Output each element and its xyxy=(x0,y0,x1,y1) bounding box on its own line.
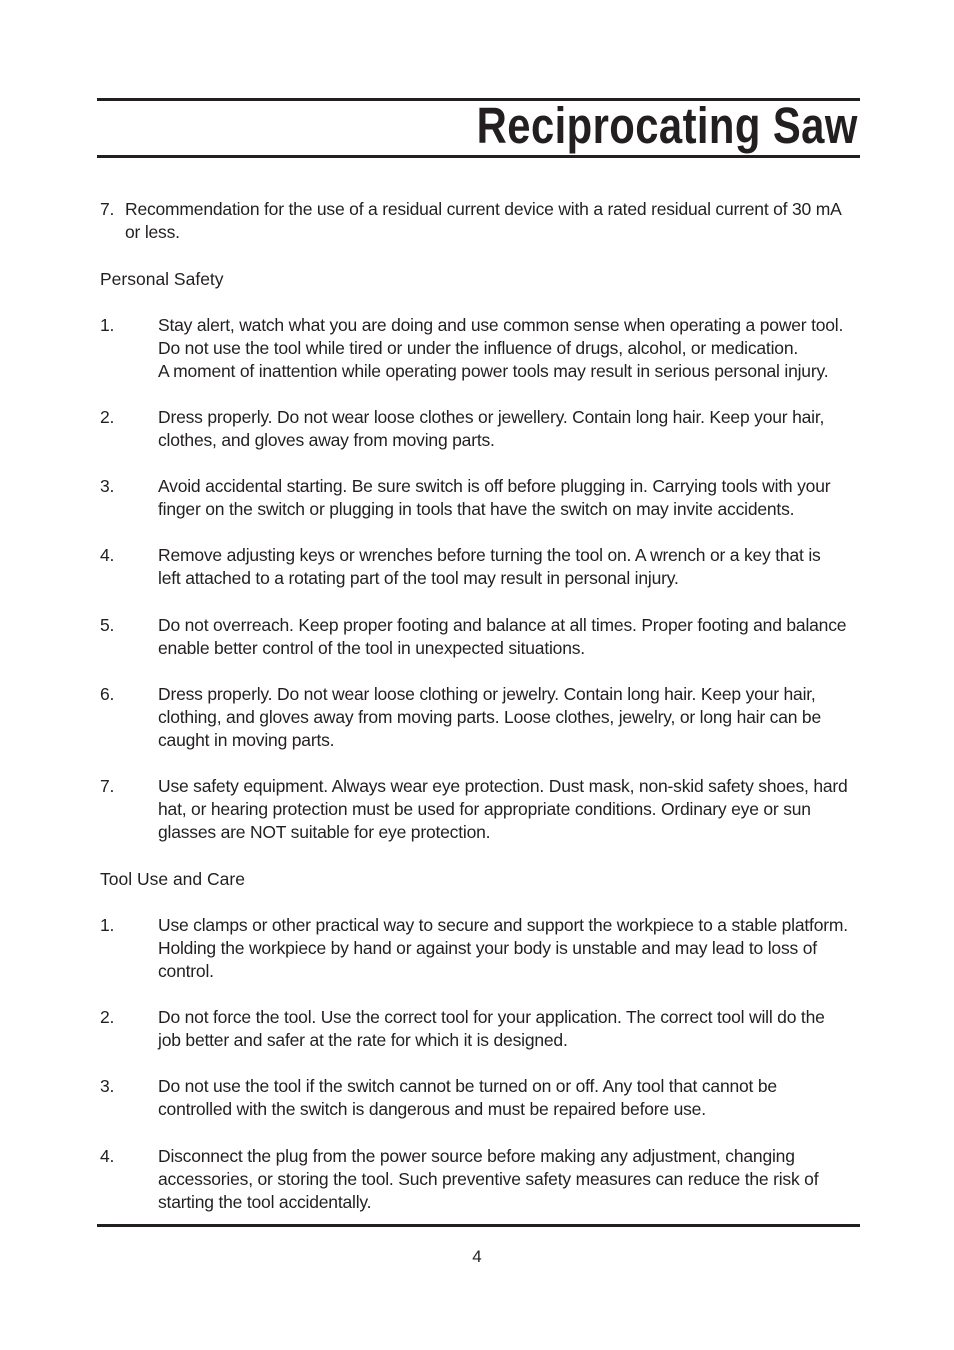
intro-item xyxy=(100,198,880,244)
list-item-text: Use safety equipment. Always wear eye protection. Dust mask, non-skid safety shoes, hard hat, or hearing protection must be used for appropriate conditions. Ordinary eye or sun glasses are NOT suitable for eye protection. xyxy=(158,776,848,842)
header-rule-bottom xyxy=(97,155,860,158)
list-item-text: Dress properly. Do not wear loose clothing or jewelry. Contain long hair. Keep your hair, clothing, and gloves away from moving parts. Loose clothes, jewelry, or long hair can be caught in moving parts. xyxy=(158,684,821,750)
footer-rule xyxy=(97,1224,860,1227)
list-item-number: 2. xyxy=(100,1007,115,1027)
list-item-number: 3. xyxy=(100,476,115,496)
section-heading-tool-use-and-care: Tool Use and Care xyxy=(100,869,245,889)
page-title: Reciprocating Saw xyxy=(476,97,858,154)
intro-item-number: 7. xyxy=(100,199,115,219)
list-item-text: Avoid accidental starting. Be sure switch is off before plugging in. Carrying tools with your finger on the switch or plugging in tools that have the switch on may invite accidents. xyxy=(158,476,831,519)
list-item-number: 4. xyxy=(100,1146,115,1166)
list-item-number: 7. xyxy=(100,776,115,796)
list-item-number: 3. xyxy=(100,1076,115,1096)
list-item-text: Do not overreach. Keep proper footing and balance at all times. Proper footing and balance enable better control of the tool in unexpected situations. xyxy=(158,615,847,658)
list-item-number: 4. xyxy=(100,545,115,565)
section-heading-personal-safety: Personal Safety xyxy=(100,269,224,289)
list-item-number: 1. xyxy=(100,315,115,335)
list-item-text: Remove adjusting keys or wrenches before turning the tool on. A wrench or a key that is left attached to a rotating part of the tool may result in personal injury. xyxy=(158,545,821,588)
list-item-text: Use clamps or other practical way to secure and support the workpiece to a stable platform. Holding the workpiece by hand or against your body is unstable and may lead to loss of control. xyxy=(158,915,848,981)
list-item-number: 5. xyxy=(100,615,115,635)
list-item-text: Do not use the tool if the switch cannot be turned on or off. Any tool that cannot be controlled with the switch is dangerous and must be repaired before use. xyxy=(158,1076,777,1119)
page-number: 4 xyxy=(472,1247,482,1266)
list-item-text: Stay alert, watch what you are doing and use common sense when operating a power tool. Do not use the tool while tired or under the influence of drugs, alcohol, or medication. A moment of inattention while operating power tools may result in serious personal injury. xyxy=(158,315,844,381)
list-item-text: Disconnect the plug from the power source before making any adjustment, changing accessories, or storing the tool. Such preventive safety measures can reduce the risk of starting the tool accidentally. xyxy=(158,1146,819,1212)
list-item-text: Do not force the tool. Use the correct tool for your application. The correct tool will do the job better and safer at the rate for which it is designed. xyxy=(158,1007,825,1050)
list-item-number: 6. xyxy=(100,684,115,704)
intro-item-text: Recommendation for the use of a residual current device with a rated residual current of 30 mA or less. xyxy=(125,199,842,242)
list-item-number: 2. xyxy=(100,407,115,427)
list-item-number: 1. xyxy=(100,915,115,935)
list-item-text: Dress properly. Do not wear loose clothes or jewellery. Contain long hair. Keep your hair, clothes, and gloves away from moving parts. xyxy=(158,407,825,450)
